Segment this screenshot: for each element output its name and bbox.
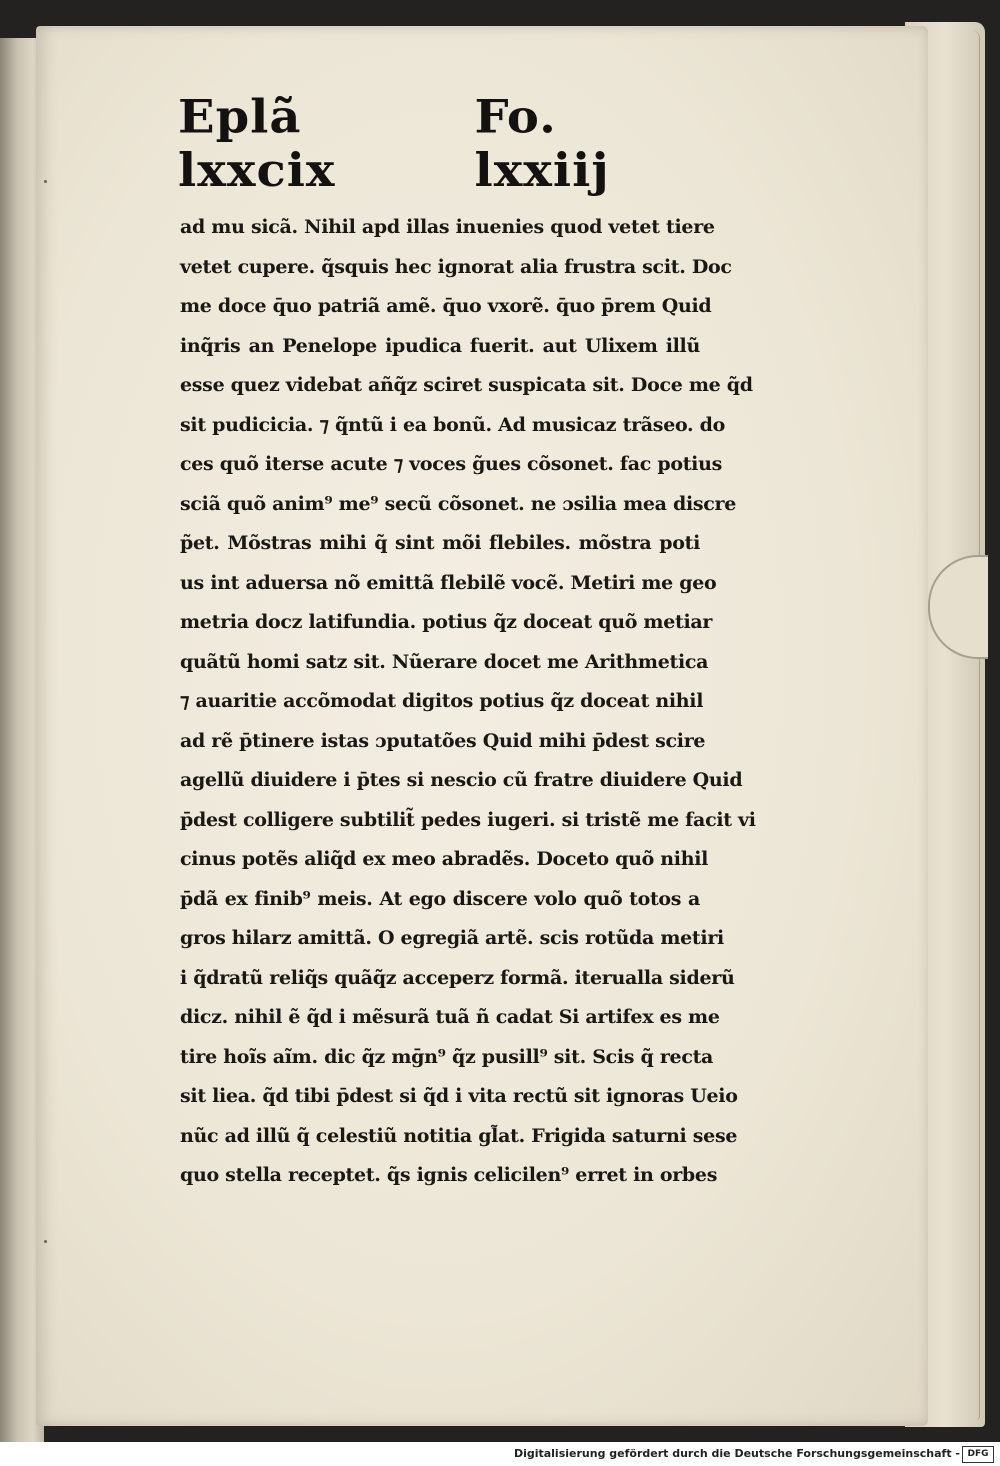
- text-line: vetet cupere. q̃squis hec ignorat alia frustra scit. Doc: [180, 255, 732, 278]
- text-line: sit liea. q̃d tibi p̄dest si q̃d i vita rectũ sit ignoras Ueio: [180, 1085, 738, 1107]
- text-line: inq̃ris an Penelope ipudica fuerit. aut Ulixem illũ: [180, 334, 700, 357]
- text-line: dicz. nihil ẽ q̃d i mẽsurã tuã ñ cadat Si artifex es me: [180, 1006, 720, 1028]
- text-line: tire hoĩs aĩm. dic q̃z mḡn⁹ q̃z pusill⁹ sit. Scis q̃ recta: [180, 1045, 714, 1068]
- text-line: us int aduersa nõ emittã flebilẽ vocẽ. Metiri me geo: [180, 571, 717, 594]
- text-block: [180, 208, 756, 1196]
- text-line: ces quõ iterse acute ⁊ voces g̃ues cõsonet. fac potius: [180, 453, 723, 475]
- text-line: p̃et. Mõstras mihi q̃ sint mõi flebiles. mõstra poti: [180, 532, 700, 554]
- text-line: ⁊ auaritie accõmodat digitos potius q̃z doceat nihil: [180, 690, 704, 712]
- footer-bar: [0, 1442, 1000, 1466]
- text-line: agellũ diuidere i p̄tes si nescio cũ fratre diuidere Quid: [180, 769, 743, 791]
- text-line: sit pudicicia. ⁊ q̃ntũ i ea bonũ. Ad musicaz trãseo. do: [180, 413, 726, 436]
- dfg-logo: DFG: [962, 1446, 994, 1463]
- text-line: ad mu sicã. Nihil apd illas inuenies quod vetet tiere: [180, 216, 715, 238]
- text-line: p̄dã ex finib⁹ meis. At ego discere volo quõ totos a: [180, 887, 700, 910]
- page-heading: [178, 90, 708, 200]
- text-line: ad rẽ p̄tinere istas ɔputatões Quid mihi p̄dest scire: [180, 729, 706, 752]
- epistle-number: Eplã lxxcix: [178, 90, 336, 198]
- binding-stitch: [44, 180, 47, 183]
- text-line: me doce q̄uo patriã amẽ. q̄uo vxorẽ. q̄uo p̄rem Quid: [180, 295, 712, 317]
- text-line: quo stella receptet. q̃s ignis celicilen⁹ erret in orbes: [180, 1164, 718, 1186]
- binding-stitch: [44, 1240, 47, 1243]
- text-line: i q̃dratũ reliq̃s quãq̃z acceperz formã. iterualla siderũ: [180, 966, 735, 989]
- text-line: sciã quõ anim⁹ me⁹ secũ cõsonet. ne ɔsilia mea discre: [180, 492, 737, 515]
- text-line: nũc ad illũ q̃ celestiũ notitia gl̃at. Frigida saturni sese: [180, 1124, 738, 1147]
- folio-number: Fo. lxxiij: [474, 90, 610, 198]
- text-line: esse quez videbat añq̃z sciret suspicata sit. Doce me q̃d: [180, 374, 753, 396]
- text-line: p̄dest colligere subtilit̃ pedes iugeri. si tristẽ me facit vi: [180, 808, 756, 831]
- text-line: gros hilarz amittã. O egregiã artẽ. scis rotũda metiri: [180, 927, 724, 949]
- funding-notice: Digitalisierung gefördert durch die Deutsche Forschungsgemeinschaft -: [513, 1447, 960, 1460]
- text-line: quãtũ homi satz sit. Nũerare docet me Arithmetica: [180, 650, 709, 673]
- text-line: metria docz latifundia. potius q̃z doceat quõ metiar: [180, 611, 713, 633]
- text-line: cinus potẽs aliq̃d ex meo abradẽs. Doceto quõ nihil: [180, 848, 709, 870]
